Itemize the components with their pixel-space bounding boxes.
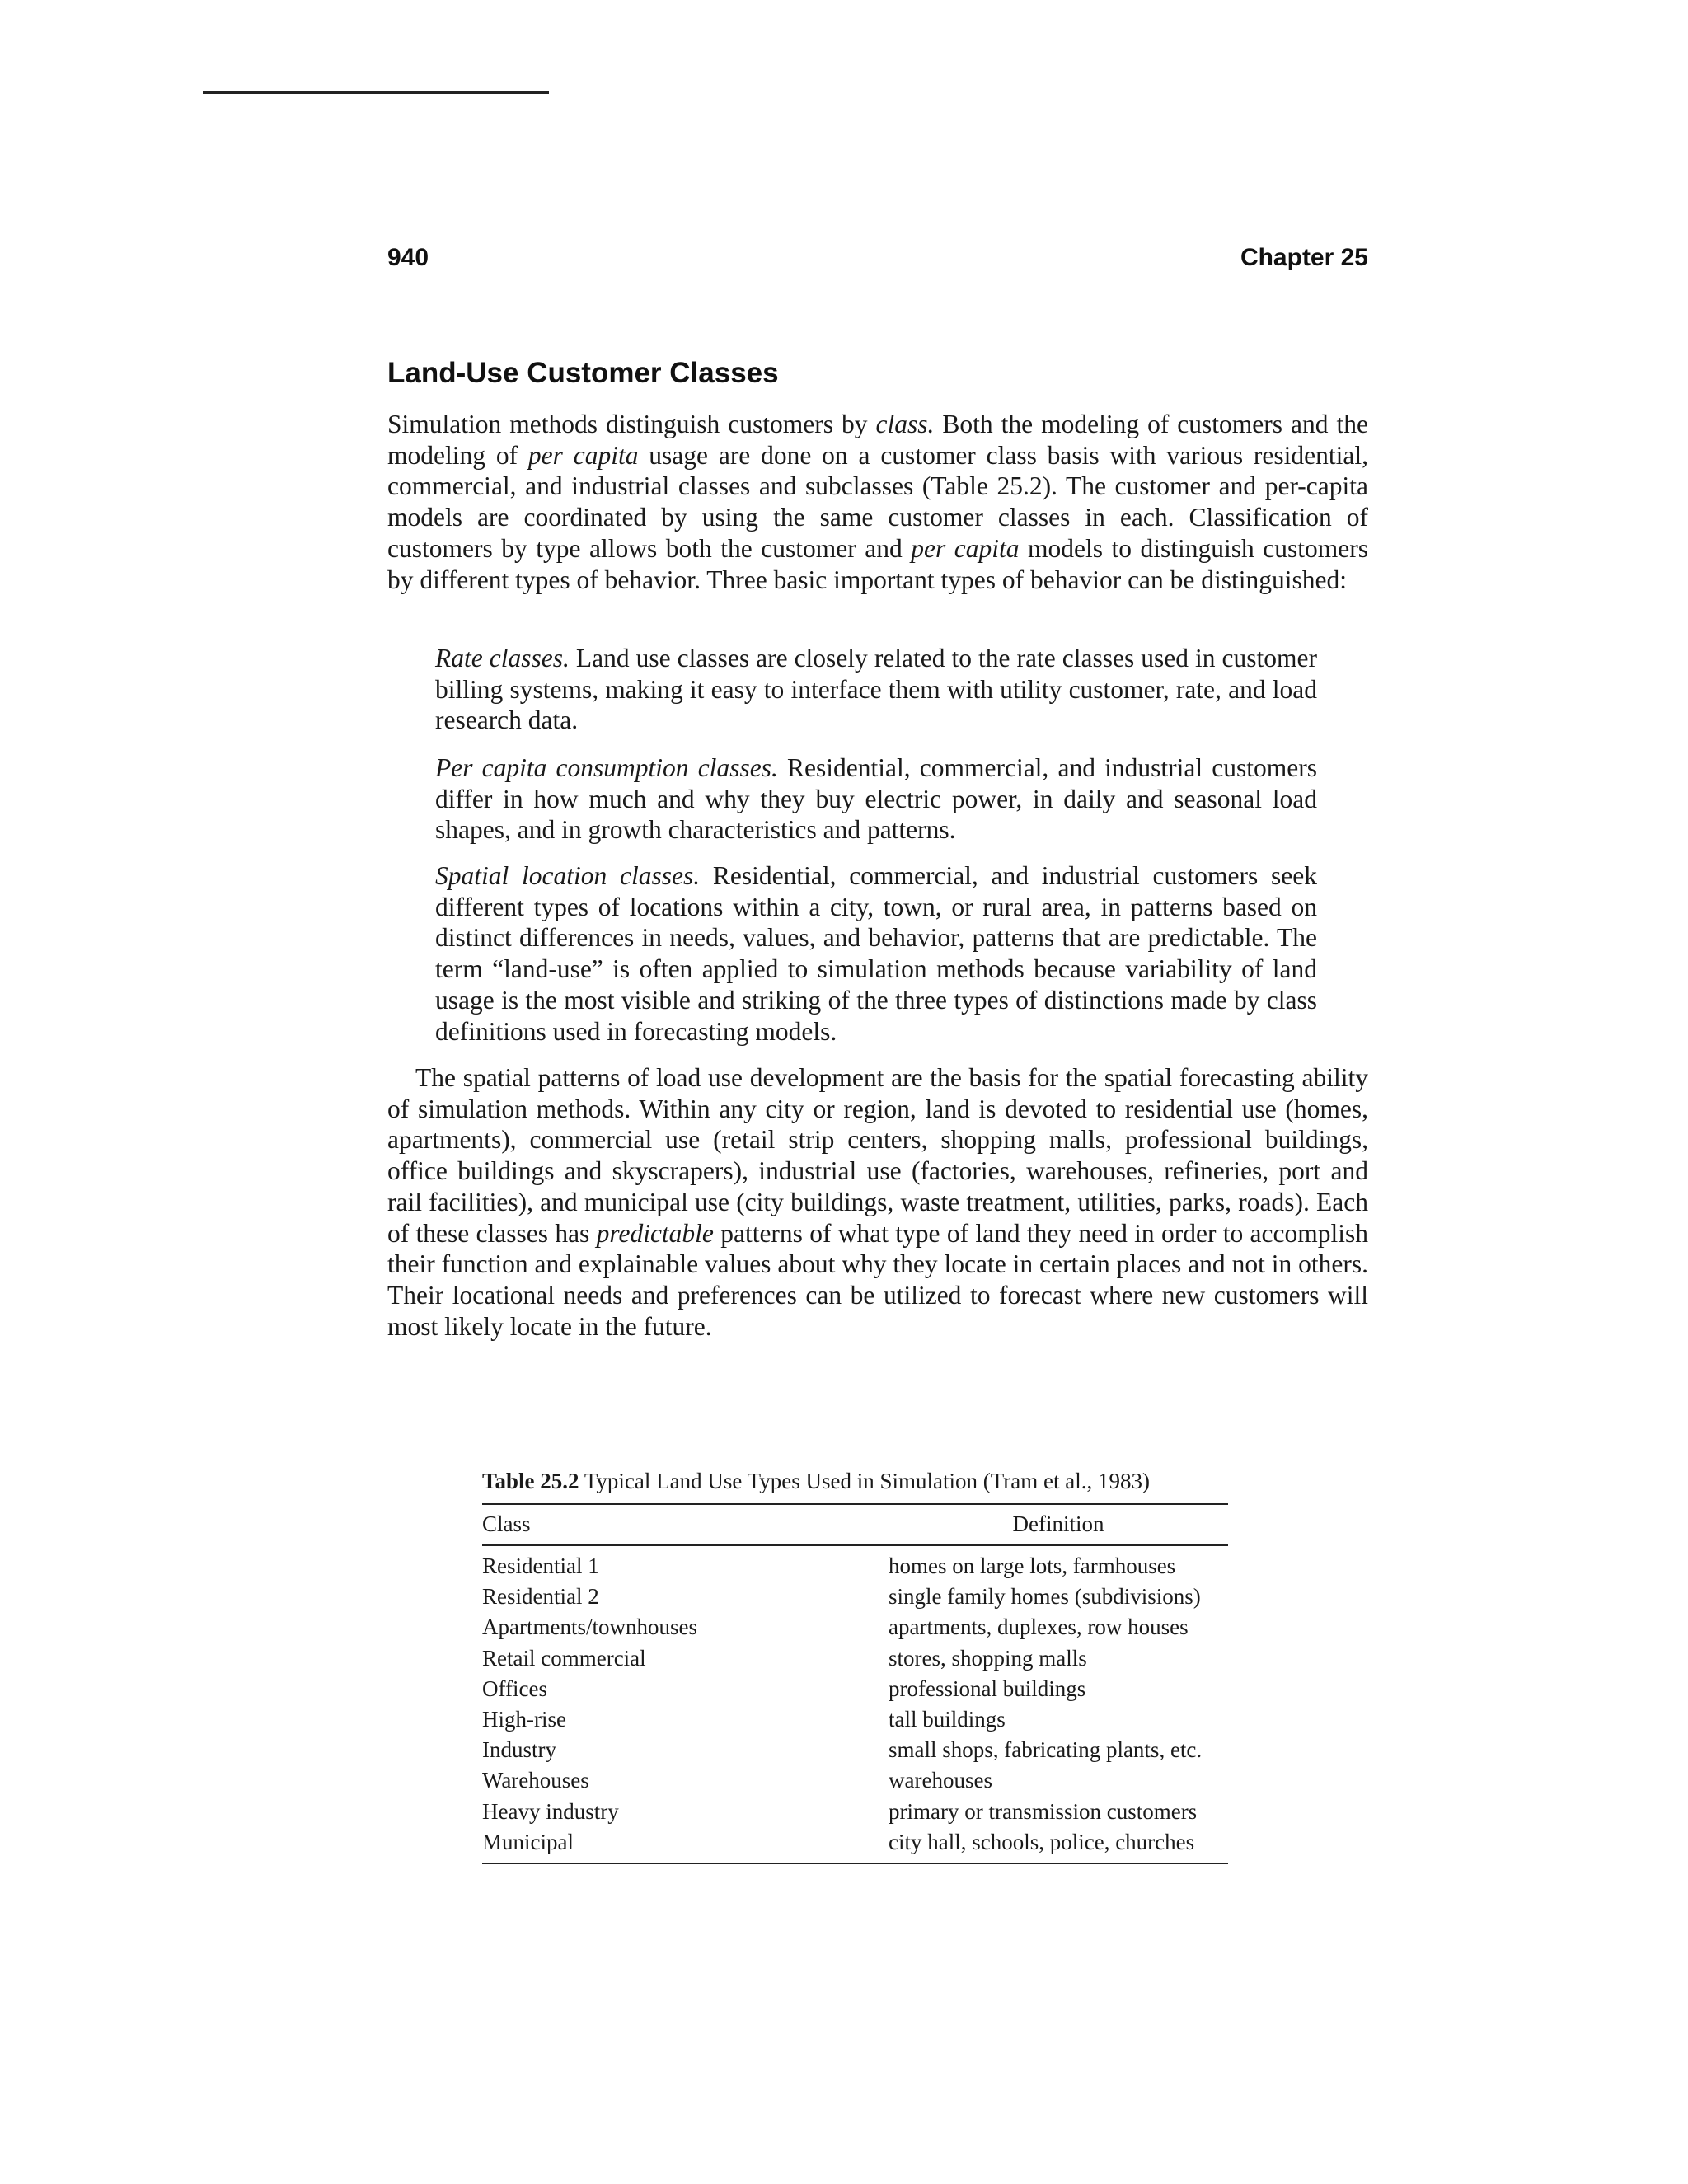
closing-paragraph <box>387 1062 1368 1342</box>
behavior-term: Spatial location classes. <box>435 861 701 890</box>
closing-italic: predictable <box>596 1218 714 1248</box>
class-cell: Offices <box>482 1675 547 1701</box>
top-rule <box>203 91 549 94</box>
class-cell: Apartments/townhouses <box>482 1615 697 1640</box>
table-title: Typical Land Use Types Used in Simulation (Tram et al., 1983) <box>584 1469 1150 1493</box>
behavior-text: Residential, commercial, and industrial customers seek different types of locations within a city, town, or rural area, in patterns based on distinct differences in needs, values, and behavior, patterns that are predictable. The term “land-use” is often applied to simulation methods because variability of land usage is the most visible and striking of the three types of distinctions made by class definitions used in forecasting models. <box>435 861 1318 1046</box>
table-row <box>482 1797 1228 1827</box>
behavior-item-per-capita <box>435 752 1317 846</box>
definition-cell: small shops, fabricating plants, etc. <box>889 1737 1203 1763</box>
class-cell: Municipal <box>482 1827 889 1863</box>
definition-cell: homes on large lots, farmhouses <box>889 1554 1176 1578</box>
class-cell: High-rise <box>482 1707 566 1732</box>
behavior-text: Residential, commercial, and industrial customers differ in how much and why they buy electric power, in daily and seasonal load shapes, and in growth characteristics and patterns. <box>435 753 1317 845</box>
table-row <box>482 1735 1228 1765</box>
closing-text-2: patterns of what type of land they need in order to accomplish their function and explainable values about why they locate in certain places and not in others. Their locational needs and preferences can be utilized to forecast where new customers will most likely locate in the future. <box>387 1218 1368 1341</box>
behavior-term: Rate classes. <box>435 644 570 673</box>
definition-cell: primary or transmission customers <box>889 1798 1198 1824</box>
definition-cell: professional buildings <box>889 1675 1086 1701</box>
intro-text-2: Both the modeling of customers and the modeling of <box>387 410 1368 470</box>
table-row <box>482 1612 1228 1643</box>
behavior-item-spatial <box>435 860 1317 1047</box>
behavior-text: Land use classes are closely related to the rate classes used in customer billing systems, making it easy to interface them with utility customer, rate, and load research data. <box>435 644 1317 735</box>
table-row <box>482 1674 1228 1704</box>
page-header <box>387 244 1368 282</box>
table-caption <box>482 1467 1228 1495</box>
intro-italic-3: per capita <box>911 533 1020 563</box>
class-cell: Residential 2 <box>482 1584 599 1610</box>
class-column-header: Class <box>482 1504 889 1545</box>
intro-text-4: models to distinguish customers by different types of behavior. Three basic important types of behavior can be distinguished: <box>387 533 1368 594</box>
table-row <box>482 1643 1228 1674</box>
class-cell: Retail commercial <box>482 1645 646 1671</box>
definition-column-header: Definition <box>889 1504 1228 1545</box>
class-cell: Warehouses <box>482 1768 589 1793</box>
land-use-table <box>482 1503 1228 1864</box>
closing-text-1: The spatial patterns of load use development are the basis for the spatial forecasting ability of simulation methods. Within any city or region, land is devoted to residential use (homes, apartments), commercial use (retail strip centers, shopping malls, professional buildings, office buildings and skyscrapers), industrial use (factories, warehouses, refineries, port and rail facilities), and municipal use (city buildings, waste treatment, utilities, parks, roads). Each of these classes has <box>387 1063 1368 1248</box>
table-label: Table 25.2 <box>482 1469 579 1493</box>
class-cell: Residential 1 <box>482 1554 599 1578</box>
table-row <box>482 1704 1228 1735</box>
land-use-table-block <box>482 1467 1228 1864</box>
definition-cell: stores, shopping malls <box>889 1645 1087 1671</box>
intro-italic-1: class. <box>875 410 935 438</box>
definition-cell: tall buildings <box>889 1707 1006 1732</box>
table-row <box>482 1545 1228 1582</box>
chapter-label: Chapter 25 <box>1240 244 1368 271</box>
intro-text-3: usage are done on a customer class basis with various residential, commercial, and industrial classes and subclasses (Table 25.2). The customer and per-capita models are coordinated by using the same customer classes in each. Classification of customers by type allows both the customer and <box>387 440 1368 563</box>
table-row <box>482 1827 1228 1863</box>
table-row <box>482 1582 1228 1612</box>
definition-cell: warehouses <box>889 1768 992 1793</box>
definition-cell: single family homes (subdivisions) <box>889 1584 1201 1610</box>
intro-italic-2: per capita <box>528 440 639 470</box>
class-cell: Heavy industry <box>482 1798 619 1824</box>
table-row <box>482 1765 1228 1796</box>
class-cell: Industry <box>482 1737 556 1763</box>
section-heading: Land-Use Customer Classes <box>387 357 779 389</box>
table-header-row <box>482 1504 1228 1545</box>
behavior-item-rate <box>435 643 1317 736</box>
definition-cell: apartments, duplexes, row houses <box>889 1615 1189 1640</box>
definition-cell: city hall, schools, police, churches <box>889 1827 1228 1863</box>
page-number: 940 <box>387 244 429 271</box>
behavior-term: Per capita consumption classes. <box>435 753 778 782</box>
intro-paragraph <box>387 409 1368 595</box>
intro-text-1: Simulation methods distinguish customers by <box>387 410 876 438</box>
